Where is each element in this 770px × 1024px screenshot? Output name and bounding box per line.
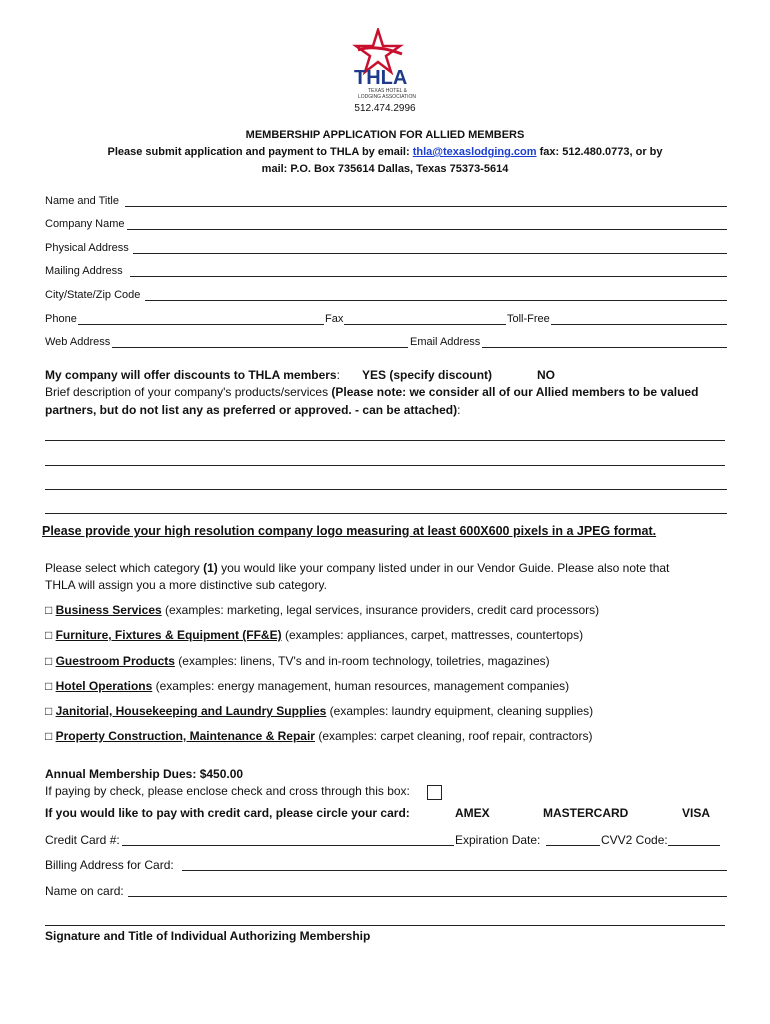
- expiration-field[interactable]: [546, 845, 600, 846]
- cvv-label: CVV2 Code:: [601, 833, 668, 847]
- header-submit-line: [0, 146, 770, 158]
- description-field-line-3[interactable]: [45, 489, 727, 490]
- credit-card-label: Credit Card #:: [45, 833, 120, 847]
- logo-request: Please provide your high resolution company logo measuring at least 600X600 pixels in a JPEG format.: [42, 524, 657, 538]
- category-name: Hotel Operations: [55, 679, 153, 693]
- description-colon: :: [457, 403, 461, 417]
- check-payment-box[interactable]: [427, 785, 442, 800]
- description-field-line-4[interactable]: [45, 513, 727, 514]
- card-prompt: If you would like to pay with credit card, please circle your card:: [45, 806, 410, 820]
- category-count: (1): [203, 561, 218, 575]
- category-examples: (examples: energy management, human resources, management companies): [152, 679, 570, 693]
- checkbox-icon[interactable]: □: [45, 729, 53, 743]
- category-examples: (examples: carpet cleaning, roof repair, contractors): [314, 729, 593, 743]
- checkbox-icon[interactable]: □: [45, 628, 53, 642]
- company-name-field[interactable]: [127, 229, 727, 230]
- logo-line1: TEXAS HOTEL &: [368, 88, 407, 94]
- mailing-address-label: Mailing Address: [45, 265, 123, 277]
- name-title-label: Name and Title: [45, 195, 119, 207]
- signature-line[interactable]: [45, 925, 725, 926]
- card-option-mastercard[interactable]: MASTERCARD: [543, 806, 629, 820]
- star-logo-icon: [340, 28, 430, 100]
- toll-free-field[interactable]: [551, 324, 727, 325]
- check-instructions: If paying by check, please enclose check and cross through this box:: [45, 784, 410, 798]
- description-line2: [45, 403, 460, 417]
- fax-field[interactable]: [344, 324, 506, 325]
- email-address-label: Email Address: [410, 336, 481, 348]
- mailing-address-field[interactable]: [130, 276, 727, 277]
- checkbox-icon[interactable]: □: [45, 679, 53, 693]
- name-title-field[interactable]: [125, 206, 727, 207]
- checkbox-icon[interactable]: □: [45, 704, 53, 718]
- submit-post-text: fax: 512.480.0773, or by: [536, 146, 663, 158]
- category-intro-line1: [45, 561, 669, 575]
- header-title: MEMBERSHIP APPLICATION FOR ALLIED MEMBERS: [245, 129, 525, 141]
- card-option-amex[interactable]: AMEX: [455, 806, 490, 820]
- web-address-field[interactable]: [112, 347, 408, 348]
- dues-title: Annual Membership Dues: $450.00: [45, 767, 244, 781]
- physical-address-field[interactable]: [133, 253, 727, 254]
- fax-label: Fax: [325, 313, 344, 325]
- toll-free-label: Toll-Free: [507, 313, 550, 325]
- web-address-label: Web Address: [45, 336, 111, 348]
- thla-logo: [340, 28, 430, 100]
- category-guestroom-products[interactable]: [45, 654, 550, 668]
- name-on-card-label: Name on card:: [45, 884, 124, 898]
- category-intro-post: you would like your company listed under in our Vendor Guide. Please also note that: [217, 561, 670, 575]
- category-examples: (examples: appliances, carpet, mattresses, countertops): [281, 628, 584, 642]
- category-examples: (examples: marketing, legal services, insurance providers, credit card processors): [161, 603, 600, 617]
- category-name: Property Construction, Maintenance & Repair: [55, 729, 315, 743]
- header-phone: 512.474.2996: [354, 103, 416, 114]
- submit-pre-text: Please submit application and payment to THLA by email:: [107, 146, 413, 158]
- header-mail-line: mail: P.O. Box 735614 Dallas, Texas 75373-5614: [261, 163, 509, 175]
- description-field-line-1[interactable]: [45, 440, 725, 441]
- discount-colon: :: [336, 368, 340, 382]
- discount-yes-option[interactable]: YES (specify discount): [362, 368, 493, 382]
- category-hotel-operations[interactable]: [45, 679, 569, 693]
- city-state-zip-label: City/State/Zip Code: [45, 289, 141, 301]
- category-intro-pre: Please select which category: [45, 561, 204, 575]
- cvv-field[interactable]: [668, 845, 720, 846]
- credit-card-field[interactable]: [122, 845, 454, 846]
- category-name: Business Services: [55, 603, 162, 617]
- category-name: Furniture, Fixtures & Equipment (FF&E): [55, 628, 282, 642]
- category-name: Janitorial, Housekeeping and Laundry Supplies: [55, 704, 327, 718]
- category-examples: (examples: laundry equipment, cleaning supplies): [326, 704, 594, 718]
- signature-label: Signature and Title of Individual Authorizing Membership: [45, 929, 371, 943]
- expiration-label: Expiration Date:: [455, 833, 541, 847]
- description-pre: Brief description of your company's products/services: [45, 385, 332, 399]
- company-name-label: Company Name: [45, 218, 125, 230]
- phone-field[interactable]: [78, 324, 324, 325]
- logo-letters: THLA: [354, 67, 408, 89]
- billing-address-field[interactable]: [182, 870, 727, 871]
- discount-question-text: My company will offer discounts to THLA members: [45, 368, 337, 382]
- discount-question: [45, 368, 340, 382]
- physical-address-label: Physical Address: [45, 242, 129, 254]
- checkbox-icon[interactable]: □: [45, 603, 53, 617]
- category-janitorial[interactable]: [45, 704, 593, 718]
- discount-no-option[interactable]: NO: [537, 368, 555, 382]
- category-business-services[interactable]: [45, 603, 599, 617]
- category-intro-line2: THLA will assign you a more distinctive sub category.: [45, 578, 327, 592]
- description-line1: [45, 385, 698, 399]
- city-state-zip-field[interactable]: [145, 300, 727, 301]
- category-examples: (examples: linens, TV's and in-room technology, toiletries, magazines): [174, 654, 550, 668]
- email-link[interactable]: thla@texaslodging.com: [412, 146, 537, 158]
- phone-label: Phone: [45, 313, 77, 325]
- category-name: Guestroom Products: [55, 654, 175, 668]
- email-address-field[interactable]: [482, 347, 727, 348]
- logo-line2: LODGING ASSOCIATION: [358, 94, 416, 100]
- category-property-construction[interactable]: [45, 729, 592, 743]
- name-on-card-field[interactable]: [128, 896, 727, 897]
- checkbox-icon[interactable]: □: [45, 654, 53, 668]
- card-option-visa[interactable]: VISA: [682, 806, 711, 820]
- description-note-2: partners, but do not list any as preferred or approved. - can be attached): [45, 403, 458, 417]
- description-note-1: (Please note: we consider all of our Allied members to be valued: [331, 385, 699, 399]
- billing-address-label: Billing Address for Card:: [45, 858, 174, 872]
- category-ffe[interactable]: [45, 628, 583, 642]
- description-field-line-2[interactable]: [45, 465, 725, 466]
